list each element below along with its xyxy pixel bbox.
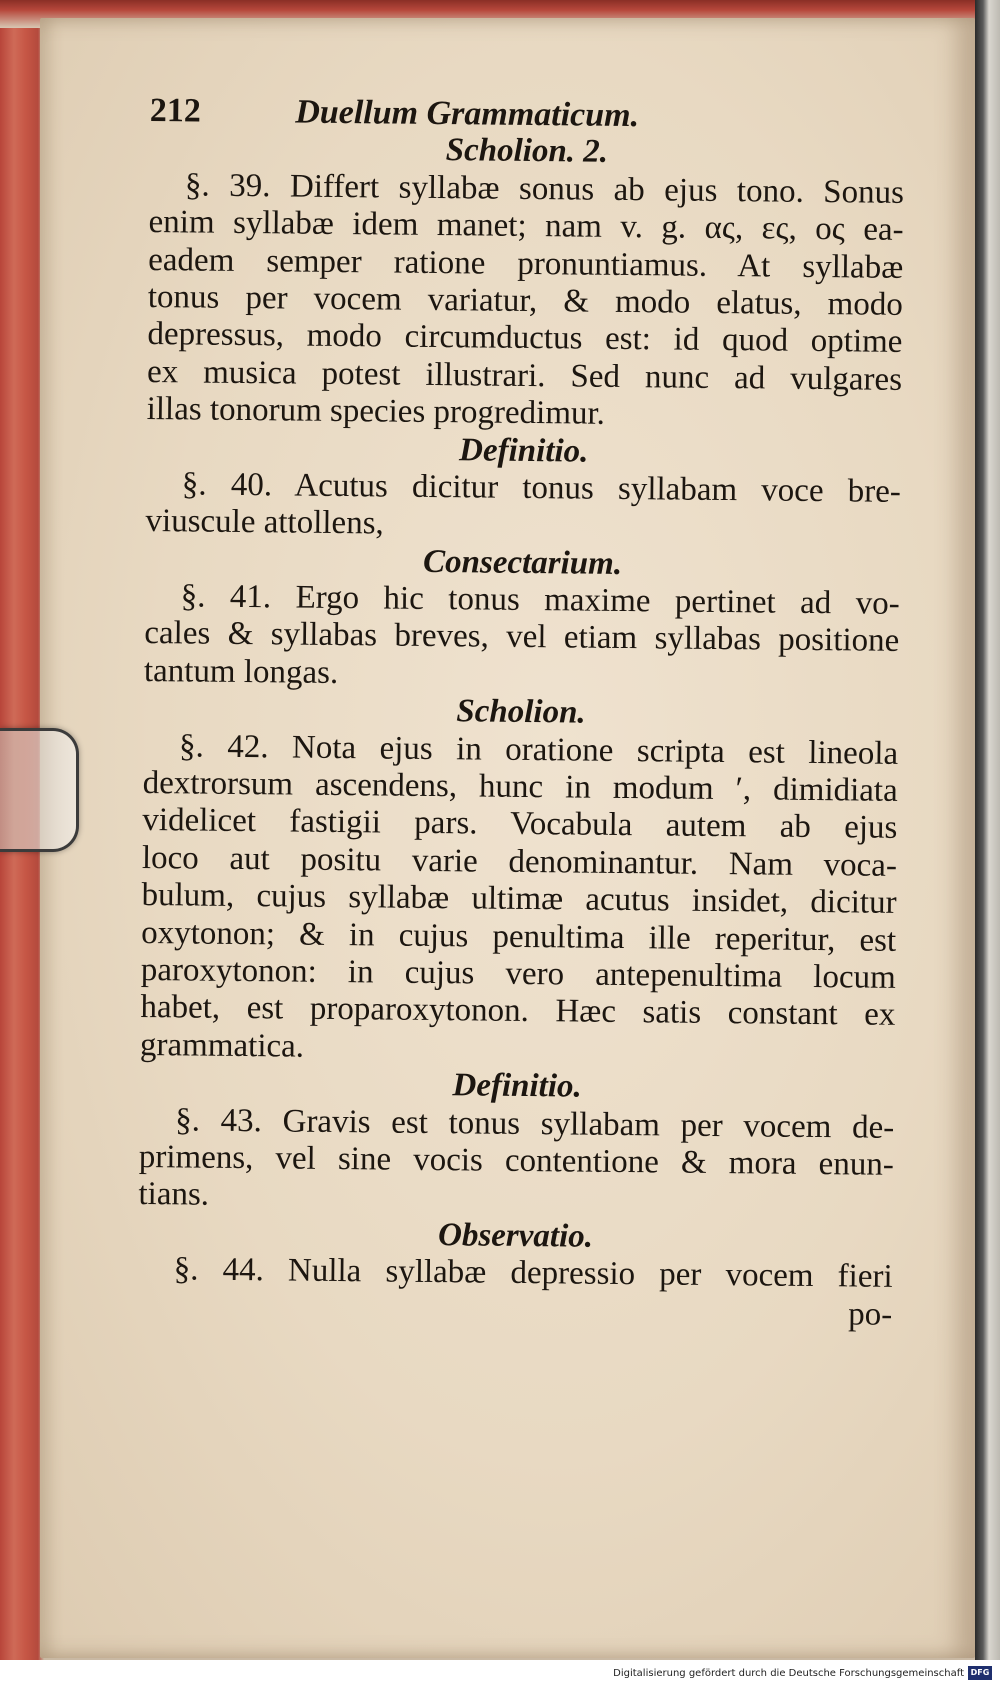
section-heading: Observatio. [437,1216,594,1255]
text-line: depressus, modo circumductus est: id quod optime [147,316,903,361]
section-heading: Scholion. [456,693,586,731]
text-line: §. 40. Acutus dicitur tonus syllabam voce bre- [181,466,902,510]
text-line: §. 42. Nota ejus in oratione scripta est lineola [178,727,899,772]
text-line: videlicet fastigii pars. Vocabula autem ab ejus [142,802,898,847]
text-line: paroxytonon: in cujus vero antepenultima locum [140,951,896,996]
text-line: viuscule attollens, [145,503,384,542]
text-line: bulum, cujus syllabæ ultimæ acutus insidet, dicitur [141,877,897,922]
footer-credit: Digitalisierung gefördert durch die Deutsche Forschungsgemeinschaft [613,1668,964,1679]
digitization-footer [0,1660,1000,1687]
running-title: Duellum Grammaticum. [295,93,640,135]
page-number: 212 [149,92,201,130]
text-line: cales & syllabas breves, vel etiam syllabas positione [144,615,900,660]
book-gutter [975,0,1000,1660]
section-heading: Definitio. [458,431,589,470]
text-line: §. 39. Differt syllabæ sonus ab ejus tono. Sonus [184,167,905,211]
text-line: eadem semper ratione pronuntiamus. At syllabæ [148,241,904,286]
text-line: tonus per vocem variatur, & modo elatus, modo [147,278,904,323]
catchword: po- [848,1295,893,1333]
text-line: §. 43. Gravis est tonus syllabam per vocem de- [175,1101,895,1146]
section-heading: Definitio. [452,1067,582,1105]
text-line: grammatica. [139,1026,305,1065]
text-line: primens, vel sine vocis contentione & mora enun- [138,1138,894,1183]
text-lines [137,129,904,1333]
text-line: illas tonorum species progredimur. [146,391,606,432]
text-line: oxytonon; & in cujus penultima ille reperitur, est [141,914,897,959]
text-line: habet, est proparoxytonon. Hæc satis constant ex [140,989,896,1034]
text-line: §. 41. Ergo hic tonus maxime pertinet ad vo- [180,578,900,622]
page-text [137,92,905,1334]
section-heading: Consectarium. [422,543,623,582]
text-line: dextrorsum ascendens, hunc in modum ʹ, dimidiata [142,764,898,809]
text-line: ex musica potest illustrari. Sed nunc ad vulgares [146,353,903,398]
text-line: §. 44. Nulla syllabæ depressio per vocem fieri [173,1251,893,1295]
text-line: tantum longas. [143,652,339,691]
dfg-logo: DFG [968,1666,992,1680]
text-line: loco aut positu varie denominantur. Nam voca- [141,839,898,884]
page-clip [0,728,79,852]
text-line: tians. [138,1176,210,1214]
section-heading: Scholion. 2. [445,132,609,171]
text-line: enim syllabæ idem manet; nam v. g. ας, ες, ος ea- [148,204,904,249]
